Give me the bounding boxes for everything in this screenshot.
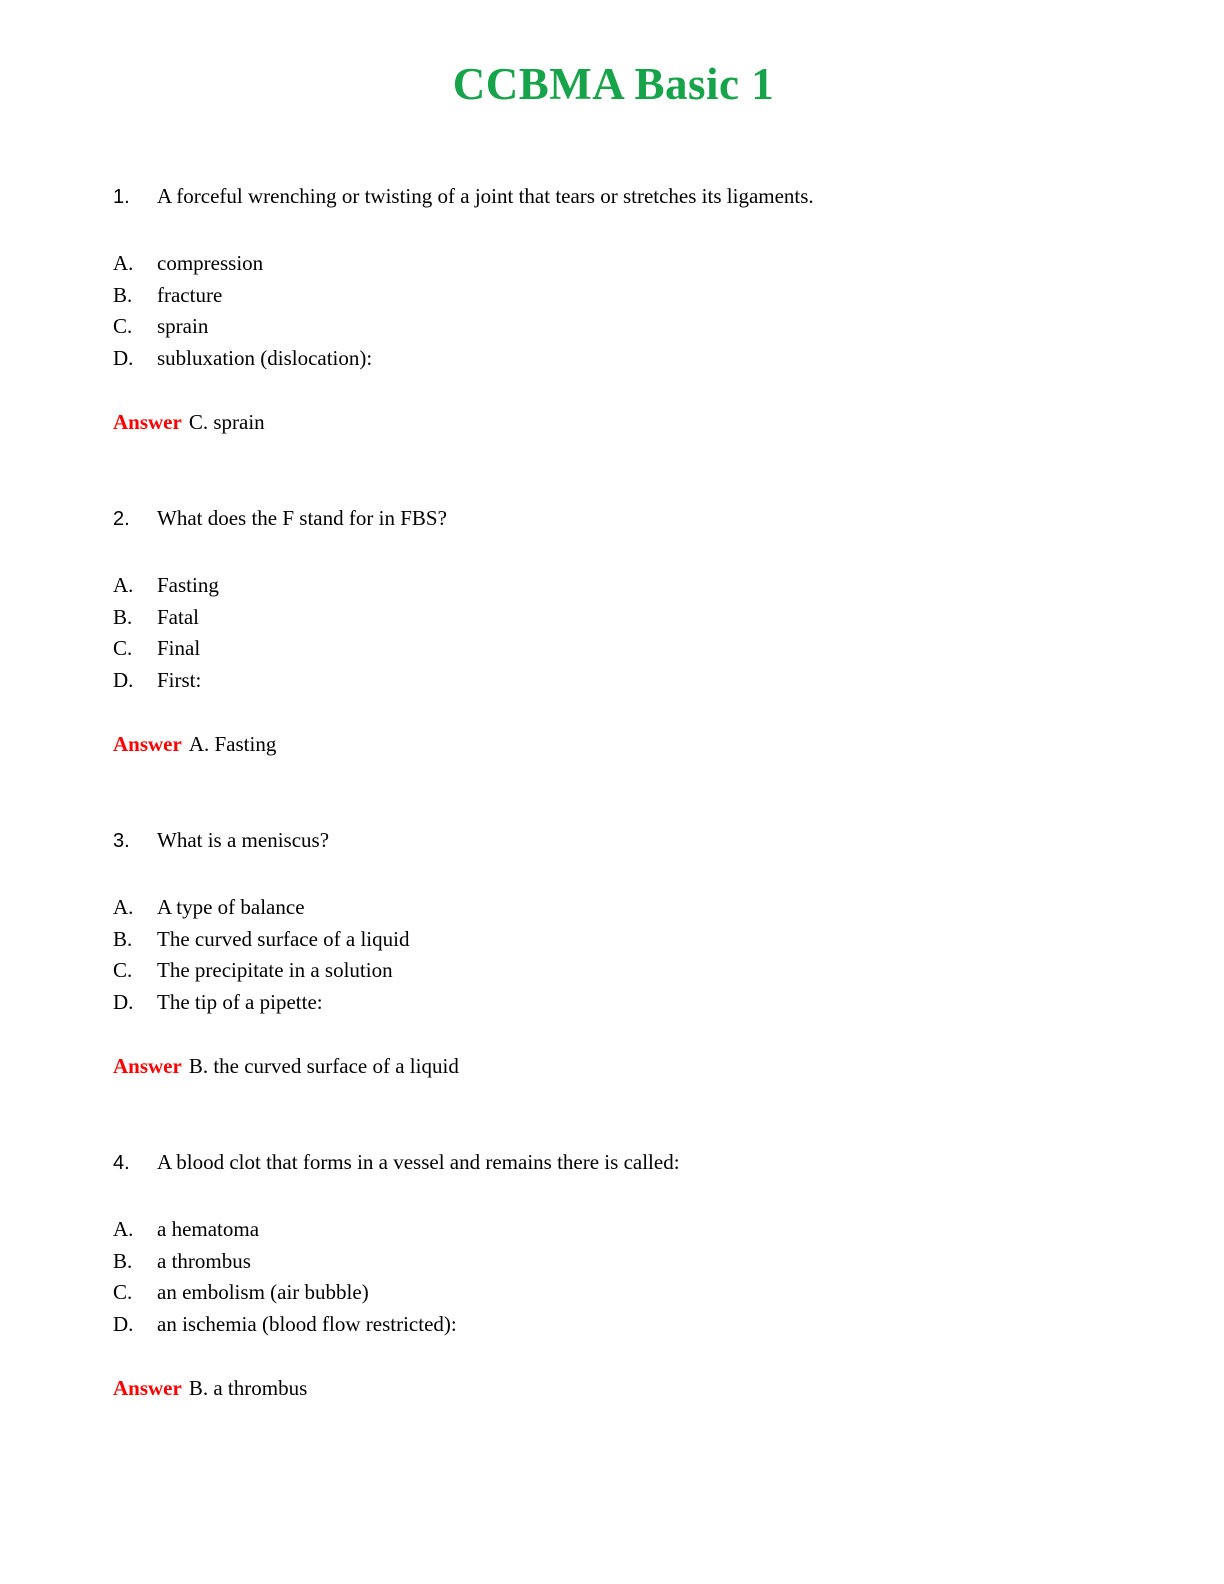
option-text: First: (157, 667, 202, 692)
option-letter: B. (113, 282, 133, 307)
option-letter: D. (113, 1311, 134, 1336)
options-list (113, 892, 1114, 1018)
option-text: a hematoma (157, 1217, 260, 1241)
answer-line (113, 1052, 1114, 1080)
option-b (113, 1246, 1114, 1278)
answer-label: Answer (113, 732, 182, 756)
option-text: Fasting (157, 573, 219, 597)
question-heading (113, 826, 1114, 855)
question-block-1 (113, 182, 1114, 436)
question-heading (113, 1148, 1114, 1177)
answer-line (113, 408, 1114, 436)
option-c (113, 1277, 1114, 1309)
question-text: A forceful wrenching or twisting of a joint that tears or stretches its ligaments. (157, 184, 814, 208)
option-text: fracture (157, 282, 223, 307)
options-list (113, 248, 1114, 374)
answer-label: Answer (113, 1376, 182, 1400)
option-c (113, 633, 1114, 665)
answer-line (113, 730, 1114, 758)
option-letter: D. (113, 989, 134, 1014)
answer-text: B. the curved surface of a liquid (188, 1054, 459, 1078)
question-block-3 (113, 826, 1114, 1080)
question-block-2 (113, 504, 1114, 758)
option-letter: C. (113, 958, 133, 982)
option-a (113, 248, 1114, 280)
option-b (113, 924, 1114, 956)
answer-text: B. a thrombus (188, 1376, 308, 1400)
option-a (113, 1214, 1114, 1246)
options-list (113, 1214, 1114, 1340)
option-letter: C. (113, 1280, 133, 1304)
option-text: A type of balance (157, 895, 305, 919)
option-letter: B. (113, 604, 133, 629)
question-number: 4. (113, 1152, 130, 1174)
option-b (113, 280, 1114, 312)
option-letter: B. (113, 1248, 133, 1273)
question-heading (113, 182, 1114, 211)
answer-line (113, 1374, 1114, 1402)
option-a (113, 570, 1114, 602)
option-c (113, 311, 1114, 343)
option-text: sprain (157, 314, 209, 338)
option-letter: A. (113, 251, 134, 275)
question-text: What does the F stand for in FBS? (157, 506, 447, 530)
question-number: 2. (113, 508, 130, 530)
question-text: What is a meniscus? (157, 828, 330, 852)
question-text: A blood clot that forms in a vessel and remains there is called: (157, 1150, 680, 1174)
option-text: a thrombus (157, 1248, 251, 1273)
question-number: 1. (113, 186, 130, 208)
option-letter: A. (113, 573, 134, 597)
option-a (113, 892, 1114, 924)
option-letter: A. (113, 1217, 134, 1241)
answer-label: Answer (113, 410, 182, 434)
option-d (113, 343, 1114, 375)
option-c (113, 955, 1114, 987)
option-letter: B. (113, 926, 133, 951)
answer-text: C. sprain (188, 410, 265, 434)
option-b (113, 602, 1114, 634)
option-letter: A. (113, 895, 134, 919)
option-text: The precipitate in a solution (157, 958, 393, 982)
option-text: subluxation (dislocation): (157, 345, 373, 370)
option-letter: C. (113, 314, 133, 338)
option-letter: C. (113, 636, 133, 660)
question-number: 3. (113, 830, 130, 852)
answer-text: A. Fasting (188, 732, 277, 756)
question-block-4 (113, 1148, 1114, 1402)
option-d (113, 1309, 1114, 1341)
option-d (113, 665, 1114, 697)
answer-label: Answer (113, 1054, 182, 1078)
option-text: The curved surface of a liquid (157, 926, 410, 951)
option-text: Fatal (157, 604, 199, 629)
option-text: an ischemia (blood flow restricted): (157, 1311, 457, 1336)
option-letter: D. (113, 345, 134, 370)
option-d (113, 987, 1114, 1019)
options-list (113, 570, 1114, 696)
document-title: CCBMA Basic 1 (452, 59, 775, 109)
option-letter: D. (113, 667, 134, 692)
option-text: Final (157, 636, 201, 660)
option-text: The tip of a pipette: (157, 989, 323, 1014)
option-text: an embolism (air bubble) (157, 1280, 369, 1304)
question-heading (113, 504, 1114, 533)
option-text: compression (157, 251, 264, 275)
